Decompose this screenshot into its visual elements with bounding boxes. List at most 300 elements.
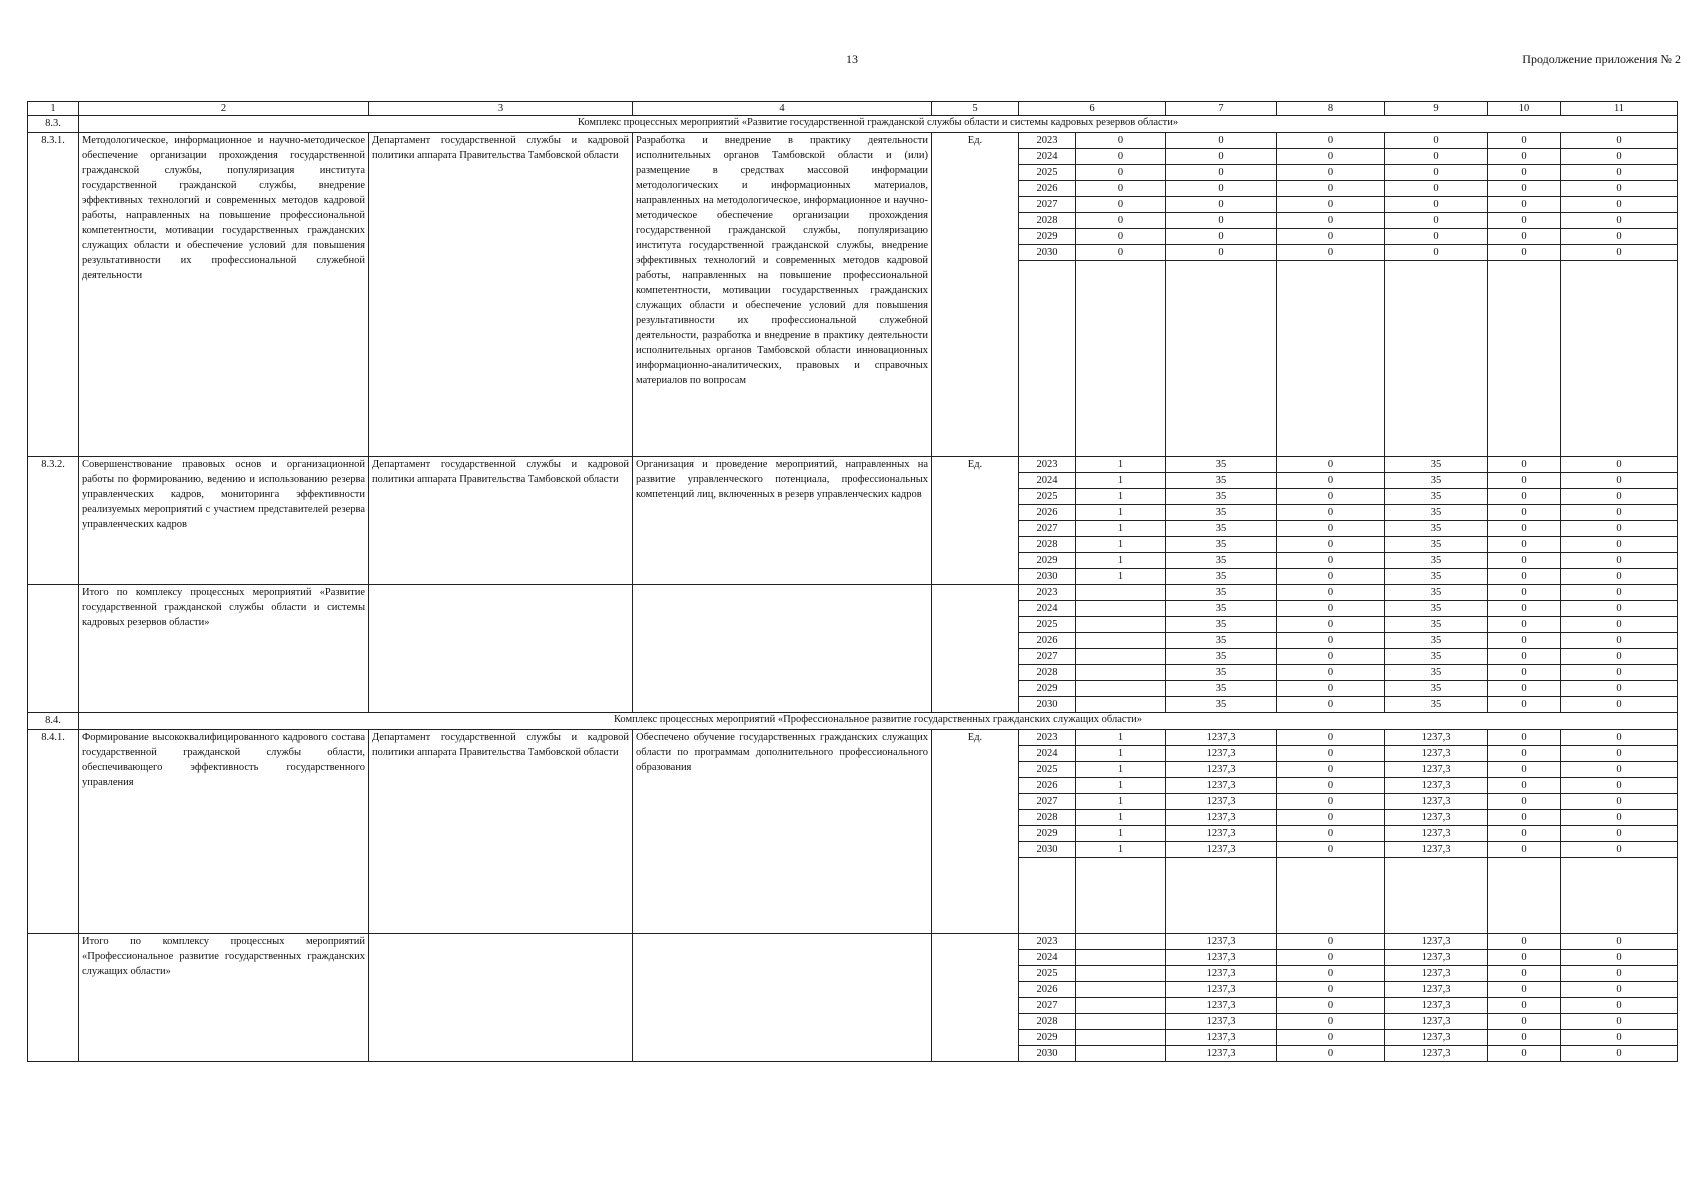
- value-col8: 0: [1277, 632, 1385, 648]
- value-col8: 0: [1277, 212, 1385, 228]
- measure-code: 8.4.1.: [28, 729, 79, 933]
- pad-cell: [1076, 857, 1166, 933]
- value-col7: 0: [1166, 228, 1277, 244]
- value-col8: 0: [1277, 933, 1385, 949]
- value-col8: 0: [1277, 488, 1385, 504]
- value-col11: 0: [1561, 1045, 1678, 1061]
- value-col10: 0: [1488, 680, 1561, 696]
- value-col6: 1: [1076, 488, 1166, 504]
- year-cell: 2030: [1019, 568, 1076, 584]
- value-col7: 0: [1166, 212, 1277, 228]
- value-col7: 1237,3: [1166, 777, 1277, 793]
- value-col6: [1076, 933, 1166, 949]
- measure-executor: Департамент государственной службы и кадровой политики аппарата Правительства Тамбовской области: [369, 456, 633, 584]
- year-cell: 2027: [1019, 648, 1076, 664]
- value-col9: 35: [1385, 520, 1488, 536]
- value-col9: 35: [1385, 568, 1488, 584]
- value-col11: 0: [1561, 664, 1678, 680]
- value-col11: 0: [1561, 244, 1678, 260]
- value-col11: 0: [1561, 841, 1678, 857]
- value-col11: 0: [1561, 981, 1678, 997]
- measure-unit: Ед.: [932, 729, 1019, 933]
- year-cell: 2023: [1019, 456, 1076, 472]
- year-cell: 2030: [1019, 244, 1076, 260]
- value-col7: 1237,3: [1166, 965, 1277, 981]
- value-col10: 0: [1488, 600, 1561, 616]
- year-cell: 2028: [1019, 809, 1076, 825]
- total-row: [28, 933, 1678, 949]
- value-col8: 0: [1277, 680, 1385, 696]
- value-col8: 0: [1277, 244, 1385, 260]
- measure-unit: Ед.: [932, 132, 1019, 456]
- value-col11: 0: [1561, 616, 1678, 632]
- value-col8: 0: [1277, 793, 1385, 809]
- section-row: [28, 116, 1678, 133]
- value-col10: 0: [1488, 664, 1561, 680]
- value-col6: [1076, 664, 1166, 680]
- value-col6: [1076, 1013, 1166, 1029]
- value-col8: 0: [1277, 981, 1385, 997]
- value-col11: 0: [1561, 729, 1678, 745]
- value-col10: 0: [1488, 981, 1561, 997]
- year-cell: 2023: [1019, 933, 1076, 949]
- page-number: 13: [846, 52, 858, 66]
- value-col6: [1076, 616, 1166, 632]
- value-col7: 35: [1166, 568, 1277, 584]
- value-col10: 0: [1488, 568, 1561, 584]
- measures-table: [27, 101, 1678, 1062]
- value-col11: 0: [1561, 949, 1678, 965]
- value-col6: 1: [1076, 841, 1166, 857]
- value-col7: 1237,3: [1166, 1013, 1277, 1029]
- value-col8: 0: [1277, 164, 1385, 180]
- value-col7: 35: [1166, 616, 1277, 632]
- value-col7: 35: [1166, 648, 1277, 664]
- value-col9: 1237,3: [1385, 997, 1488, 1013]
- value-col6: 1: [1076, 793, 1166, 809]
- value-col10: 0: [1488, 777, 1561, 793]
- value-col10: 0: [1488, 472, 1561, 488]
- column-number-row: [28, 102, 1678, 116]
- col-header-7: 7: [1166, 102, 1277, 116]
- col-header-8: 8: [1277, 102, 1385, 116]
- value-col8: 0: [1277, 132, 1385, 148]
- value-col6: 0: [1076, 132, 1166, 148]
- value-col11: 0: [1561, 488, 1678, 504]
- measure-result: Обеспечено обучение государственных гражданских служащих области по программам дополнительного профессионального образования: [633, 729, 932, 933]
- value-col6: [1076, 648, 1166, 664]
- value-col7: 35: [1166, 680, 1277, 696]
- value-col7: 1237,3: [1166, 729, 1277, 745]
- value-col11: 0: [1561, 965, 1678, 981]
- year-cell: 2024: [1019, 949, 1076, 965]
- value-col10: 0: [1488, 632, 1561, 648]
- value-col8: 0: [1277, 696, 1385, 712]
- value-col6: 0: [1076, 228, 1166, 244]
- value-col8: 0: [1277, 472, 1385, 488]
- year-cell: 2026: [1019, 180, 1076, 196]
- total-executor: [369, 584, 633, 712]
- value-col10: 0: [1488, 841, 1561, 857]
- value-col9: 1237,3: [1385, 761, 1488, 777]
- col-header-10: 10: [1488, 102, 1561, 116]
- value-col10: 0: [1488, 584, 1561, 600]
- value-col7: 1237,3: [1166, 761, 1277, 777]
- value-col9: 0: [1385, 212, 1488, 228]
- value-col7: 1237,3: [1166, 809, 1277, 825]
- value-col9: 35: [1385, 504, 1488, 520]
- value-col11: 0: [1561, 520, 1678, 536]
- total-unit: [932, 584, 1019, 712]
- value-col9: 1237,3: [1385, 965, 1488, 981]
- col-header-4: 4: [633, 102, 932, 116]
- measure-result: Организация и проведение мероприятий, направленных на развитие управленческого потенциала, профессиональных компетенций лиц, включенных в резерв управленческих кадров: [633, 456, 932, 584]
- value-col9: 0: [1385, 164, 1488, 180]
- year-cell: 2027: [1019, 196, 1076, 212]
- year-cell: 2029: [1019, 1029, 1076, 1045]
- value-col10: 0: [1488, 180, 1561, 196]
- value-col7: 35: [1166, 488, 1277, 504]
- value-col7: 1237,3: [1166, 1045, 1277, 1061]
- value-col6: [1076, 1029, 1166, 1045]
- value-col8: 0: [1277, 196, 1385, 212]
- value-col6: 1: [1076, 536, 1166, 552]
- value-col10: 0: [1488, 825, 1561, 841]
- value-col9: 1237,3: [1385, 809, 1488, 825]
- year-cell: 2027: [1019, 520, 1076, 536]
- year-cell: 2026: [1019, 632, 1076, 648]
- value-col9: 0: [1385, 228, 1488, 244]
- value-col8: 0: [1277, 777, 1385, 793]
- measure-result: Разработка и внедрение в практику деятельности исполнительных органов Тамбовской области и (или) размещение в средствах массовой информации методологических и информационных материалов, направленных на методологическое, информационное и научно-методическое обеспечение организации прохождения государственной гражданской службы, популяризацию института государственной гражданской службы, внедрение эффективных технологий и современных методов кадровой работы, направленных на повышение профессиональной компетентности, мотивации государственных гражданских служащих области и обеспечение условий для повышения результативности их профессиональной служебной деятельности, разработка и внедрение в практику деятельности исполнительных органов Тамбовской области инновационных информационно-аналитических, правовых и справочных материалов по вопросам: [633, 132, 932, 456]
- table-body: [28, 116, 1678, 1062]
- year-cell: 2023: [1019, 132, 1076, 148]
- pad-cell: [1488, 857, 1561, 933]
- value-col11: 0: [1561, 180, 1678, 196]
- value-col11: 0: [1561, 1013, 1678, 1029]
- value-col6: 1: [1076, 745, 1166, 761]
- value-col11: 0: [1561, 696, 1678, 712]
- pad-cell: [1385, 260, 1488, 456]
- value-col10: 0: [1488, 745, 1561, 761]
- value-col10: 0: [1488, 949, 1561, 965]
- value-col10: 0: [1488, 132, 1561, 148]
- value-col8: 0: [1277, 825, 1385, 841]
- value-col7: 0: [1166, 164, 1277, 180]
- total-row: [28, 584, 1678, 600]
- value-col8: 0: [1277, 600, 1385, 616]
- col-header-9: 9: [1385, 102, 1488, 116]
- pad-cell: [1166, 857, 1277, 933]
- value-col7: 0: [1166, 196, 1277, 212]
- value-col11: 0: [1561, 164, 1678, 180]
- col-header-2: 2: [79, 102, 369, 116]
- value-col8: 0: [1277, 664, 1385, 680]
- value-col7: 0: [1166, 132, 1277, 148]
- value-col8: 0: [1277, 568, 1385, 584]
- value-col9: 1237,3: [1385, 1013, 1488, 1029]
- value-col7: 35: [1166, 536, 1277, 552]
- value-col8: 0: [1277, 949, 1385, 965]
- year-cell: 2025: [1019, 164, 1076, 180]
- value-col9: 1237,3: [1385, 745, 1488, 761]
- value-col6: [1076, 696, 1166, 712]
- year-cell: 2026: [1019, 981, 1076, 997]
- value-col10: 0: [1488, 965, 1561, 981]
- value-col9: 35: [1385, 632, 1488, 648]
- value-col10: 0: [1488, 997, 1561, 1013]
- value-col11: 0: [1561, 132, 1678, 148]
- value-col6: [1076, 584, 1166, 600]
- value-col10: 0: [1488, 809, 1561, 825]
- value-col6: 0: [1076, 212, 1166, 228]
- value-col8: 0: [1277, 809, 1385, 825]
- value-col6: [1076, 981, 1166, 997]
- value-col10: 0: [1488, 456, 1561, 472]
- measure-row: [28, 132, 1678, 148]
- value-col8: 0: [1277, 997, 1385, 1013]
- total-name: Итого по комплексу процессных мероприятий «Профессиональное развитие государственных гражданских служащих области»: [79, 933, 369, 1061]
- pad-cell: [1076, 260, 1166, 456]
- value-col7: 35: [1166, 504, 1277, 520]
- value-col9: 0: [1385, 180, 1488, 196]
- measure-row: [28, 456, 1678, 472]
- value-col7: 1237,3: [1166, 981, 1277, 997]
- value-col7: 0: [1166, 180, 1277, 196]
- measure-unit: Ед.: [932, 456, 1019, 584]
- value-col10: 0: [1488, 212, 1561, 228]
- value-col9: 1237,3: [1385, 981, 1488, 997]
- value-col10: 0: [1488, 933, 1561, 949]
- section-code: 8.4.: [28, 712, 79, 729]
- col-header-5: 5: [932, 102, 1019, 116]
- value-col7: 35: [1166, 456, 1277, 472]
- value-col10: 0: [1488, 648, 1561, 664]
- value-col8: 0: [1277, 180, 1385, 196]
- value-col8: 0: [1277, 456, 1385, 472]
- total-unit: [932, 933, 1019, 1061]
- value-col6: 1: [1076, 456, 1166, 472]
- value-col7: 35: [1166, 664, 1277, 680]
- value-col11: 0: [1561, 584, 1678, 600]
- value-col9: 0: [1385, 244, 1488, 260]
- total-name: Итого по комплексу процессных мероприятий «Развитие государственной гражданской службы области и системы кадровых резервов области»: [79, 584, 369, 712]
- value-col9: 0: [1385, 196, 1488, 212]
- pad-cell: [1385, 857, 1488, 933]
- pad-cell: [1561, 260, 1678, 456]
- value-col9: 35: [1385, 696, 1488, 712]
- value-col9: 35: [1385, 616, 1488, 632]
- value-col11: 0: [1561, 228, 1678, 244]
- pad-cell: [1277, 260, 1385, 456]
- value-col7: 1237,3: [1166, 1029, 1277, 1045]
- value-col6: [1076, 680, 1166, 696]
- value-col8: 0: [1277, 745, 1385, 761]
- value-col11: 0: [1561, 552, 1678, 568]
- value-col6: 1: [1076, 825, 1166, 841]
- value-col8: 0: [1277, 1045, 1385, 1061]
- total-result: [633, 933, 932, 1061]
- section-code: 8.3.: [28, 116, 79, 133]
- value-col8: 0: [1277, 520, 1385, 536]
- year-cell: 2026: [1019, 504, 1076, 520]
- value-col6: 1: [1076, 761, 1166, 777]
- year-cell: 2025: [1019, 488, 1076, 504]
- year-cell: 2023: [1019, 584, 1076, 600]
- value-col10: 0: [1488, 520, 1561, 536]
- value-col7: 35: [1166, 632, 1277, 648]
- year-cell: 2025: [1019, 761, 1076, 777]
- value-col8: 0: [1277, 761, 1385, 777]
- value-col10: 0: [1488, 1029, 1561, 1045]
- col-header-6: 6: [1019, 102, 1166, 116]
- value-col8: 0: [1277, 729, 1385, 745]
- appendix-note: Продолжение приложения № 2: [1522, 52, 1681, 66]
- value-col11: 0: [1561, 680, 1678, 696]
- value-col11: 0: [1561, 600, 1678, 616]
- value-col8: 0: [1277, 1013, 1385, 1029]
- value-col11: 0: [1561, 632, 1678, 648]
- year-cell: 2024: [1019, 148, 1076, 164]
- value-col7: 0: [1166, 244, 1277, 260]
- value-col6: 1: [1076, 568, 1166, 584]
- value-col9: 35: [1385, 600, 1488, 616]
- value-col10: 0: [1488, 488, 1561, 504]
- value-col8: 0: [1277, 584, 1385, 600]
- value-col7: 1237,3: [1166, 933, 1277, 949]
- value-col11: 0: [1561, 536, 1678, 552]
- value-col9: 1237,3: [1385, 1029, 1488, 1045]
- value-col6: [1076, 997, 1166, 1013]
- value-col9: 35: [1385, 456, 1488, 472]
- value-col11: 0: [1561, 761, 1678, 777]
- measure-executor: Департамент государственной службы и кадровой политики аппарата Правительства Тамбовской области: [369, 132, 633, 456]
- value-col8: 0: [1277, 148, 1385, 164]
- year-cell: 2024: [1019, 472, 1076, 488]
- value-col6: 1: [1076, 809, 1166, 825]
- value-col7: 1237,3: [1166, 841, 1277, 857]
- value-col7: 1237,3: [1166, 825, 1277, 841]
- value-col6: 1: [1076, 729, 1166, 745]
- value-col11: 0: [1561, 777, 1678, 793]
- year-cell: 2026: [1019, 777, 1076, 793]
- pad-cell: [1019, 857, 1076, 933]
- value-col6: [1076, 1045, 1166, 1061]
- value-col11: 0: [1561, 504, 1678, 520]
- value-col8: 0: [1277, 648, 1385, 664]
- value-col6: [1076, 949, 1166, 965]
- value-col10: 0: [1488, 536, 1561, 552]
- value-col7: 35: [1166, 552, 1277, 568]
- total-code: [28, 584, 79, 712]
- value-col9: 0: [1385, 148, 1488, 164]
- value-col9: 1237,3: [1385, 777, 1488, 793]
- value-col10: 0: [1488, 244, 1561, 260]
- value-col7: 0: [1166, 148, 1277, 164]
- value-col9: 35: [1385, 648, 1488, 664]
- section-title: Комплекс процессных мероприятий «Профессиональное развитие государственных гражданских служащих области»: [79, 712, 1678, 729]
- value-col10: 0: [1488, 761, 1561, 777]
- value-col9: 1237,3: [1385, 825, 1488, 841]
- value-col6: 1: [1076, 520, 1166, 536]
- year-cell: 2029: [1019, 552, 1076, 568]
- year-cell: 2029: [1019, 228, 1076, 244]
- value-col6: 0: [1076, 196, 1166, 212]
- measure-code: 8.3.2.: [28, 456, 79, 584]
- year-cell: 2029: [1019, 680, 1076, 696]
- pad-cell: [1166, 260, 1277, 456]
- total-code: [28, 933, 79, 1061]
- pad-cell: [1561, 857, 1678, 933]
- value-col8: 0: [1277, 504, 1385, 520]
- value-col6: 1: [1076, 777, 1166, 793]
- value-col10: 0: [1488, 696, 1561, 712]
- value-col11: 0: [1561, 212, 1678, 228]
- value-col6: [1076, 965, 1166, 981]
- year-cell: 2029: [1019, 825, 1076, 841]
- value-col8: 0: [1277, 965, 1385, 981]
- year-cell: 2024: [1019, 600, 1076, 616]
- value-col9: 35: [1385, 552, 1488, 568]
- measure-row: [28, 729, 1678, 745]
- value-col10: 0: [1488, 228, 1561, 244]
- value-col11: 0: [1561, 472, 1678, 488]
- value-col10: 0: [1488, 616, 1561, 632]
- year-cell: 2027: [1019, 997, 1076, 1013]
- value-col6: 0: [1076, 148, 1166, 164]
- value-col7: 1237,3: [1166, 745, 1277, 761]
- col-header-1: 1: [28, 102, 79, 116]
- value-col11: 0: [1561, 809, 1678, 825]
- value-col9: 1237,3: [1385, 949, 1488, 965]
- value-col8: 0: [1277, 536, 1385, 552]
- col-header-3: 3: [369, 102, 633, 116]
- value-col10: 0: [1488, 196, 1561, 212]
- value-col6: 0: [1076, 180, 1166, 196]
- value-col11: 0: [1561, 1029, 1678, 1045]
- year-cell: 2023: [1019, 729, 1076, 745]
- value-col9: 35: [1385, 664, 1488, 680]
- year-cell: 2028: [1019, 1013, 1076, 1029]
- value-col9: 1237,3: [1385, 933, 1488, 949]
- value-col10: 0: [1488, 148, 1561, 164]
- value-col7: 1237,3: [1166, 793, 1277, 809]
- value-col10: 0: [1488, 504, 1561, 520]
- pad-cell: [1488, 260, 1561, 456]
- value-col7: 35: [1166, 600, 1277, 616]
- year-cell: 2028: [1019, 536, 1076, 552]
- value-col7: 1237,3: [1166, 949, 1277, 965]
- value-col6: 1: [1076, 504, 1166, 520]
- value-col10: 0: [1488, 552, 1561, 568]
- value-col8: 0: [1277, 552, 1385, 568]
- value-col11: 0: [1561, 933, 1678, 949]
- value-col10: 0: [1488, 1045, 1561, 1061]
- section-row: [28, 712, 1678, 729]
- measure-code: 8.3.1.: [28, 132, 79, 456]
- year-cell: 2025: [1019, 616, 1076, 632]
- value-col10: 0: [1488, 1013, 1561, 1029]
- value-col6: [1076, 632, 1166, 648]
- col-header-11: 11: [1561, 102, 1678, 116]
- value-col9: 35: [1385, 488, 1488, 504]
- value-col9: 35: [1385, 472, 1488, 488]
- total-result: [633, 584, 932, 712]
- total-executor: [369, 933, 633, 1061]
- value-col10: 0: [1488, 164, 1561, 180]
- year-cell: 2030: [1019, 841, 1076, 857]
- value-col7: 35: [1166, 472, 1277, 488]
